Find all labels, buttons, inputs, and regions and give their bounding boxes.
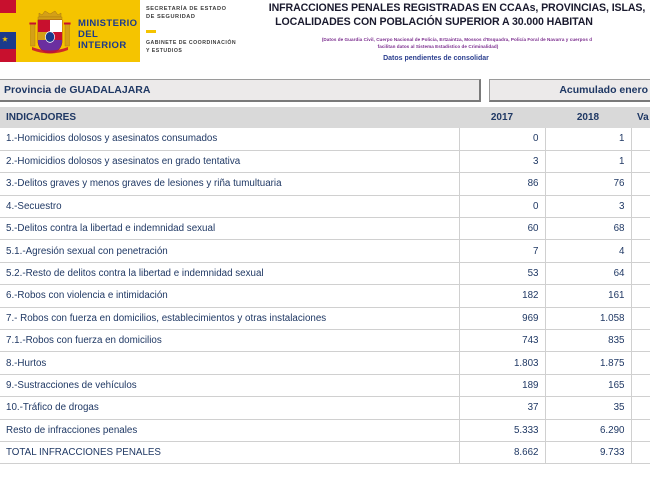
yellow-accent-rule xyxy=(146,30,156,33)
secretariat-line-1: SECRETARÍA DE ESTADO xyxy=(146,6,227,12)
pending-data-note: Datos pendientes de consolidar xyxy=(383,54,489,62)
secretariat-line-2: DE SEGURIDAD xyxy=(146,14,196,21)
report-title-block xyxy=(264,0,650,62)
province-bar xyxy=(0,79,650,102)
cell-2018: 64 xyxy=(545,262,631,284)
cell-variacion xyxy=(631,150,650,172)
cell-2017: 8.662 xyxy=(459,441,545,463)
cell-indicator: 5.-Delitos contra la libertad e indemnidad sexual xyxy=(0,218,459,240)
cell-2018: 1 xyxy=(545,128,631,150)
cell-indicator: 7.- Robos con fuerza en domicilios, establecimientos y otras instalaciones xyxy=(0,307,459,329)
cell-2018: 6.290 xyxy=(545,419,631,441)
cell-2017: 37 xyxy=(459,397,545,419)
table-body xyxy=(0,128,650,464)
cell-indicator: 1.-Homicidios dolosos y asesinatos consumados xyxy=(0,128,459,150)
cell-indicator: 9.-Sustracciones de vehículos xyxy=(0,374,459,396)
page-title xyxy=(264,2,650,30)
ministry-name xyxy=(78,18,140,52)
cell-variacion xyxy=(631,128,650,150)
table-row-total[interactable] xyxy=(0,441,650,463)
cell-variacion xyxy=(631,285,650,307)
table-row[interactable] xyxy=(0,352,650,374)
source-note-line-1: (Datos de Guardia Civil, Cuerpo Nacional de Policía, Ertzaintza, Mossos d'Esquadra, Policía Foral de Navarra y cuerpos d xyxy=(321,36,593,42)
cell-2017: 3 xyxy=(459,150,545,172)
cell-2018: 9.733 xyxy=(545,441,631,463)
cell-2017: 53 xyxy=(459,262,545,284)
indicators-table xyxy=(0,107,650,464)
cell-2018: 1.058 xyxy=(545,307,631,329)
table-row[interactable] xyxy=(0,128,650,150)
cell-variacion xyxy=(631,352,650,374)
title-line-2: LOCALIDADES CON POBLACIÓN SUPERIOR A 30.000 HABITAN xyxy=(275,15,593,28)
cell-indicator: 5.1.-Agresión sexual con penetración xyxy=(0,240,459,262)
table-row[interactable] xyxy=(0,240,650,262)
cell-variacion xyxy=(631,240,650,262)
cell-indicator: 7.1.-Robos con fuerza en domicilios xyxy=(0,330,459,352)
office-line-2: Y ESTUDIOS xyxy=(146,48,183,55)
source-note-line-2: facilitan datos al Sistema Estadístico de Criminalidad) xyxy=(377,43,499,49)
cell-2017: 5.333 xyxy=(459,419,545,441)
cell-2017: 86 xyxy=(459,173,545,195)
column-header-2018[interactable]: 2018 xyxy=(545,107,631,128)
cell-variacion xyxy=(631,262,650,284)
cell-variacion xyxy=(631,195,650,217)
cell-variacion xyxy=(631,419,650,441)
cell-indicator: 3.-Delitos graves y menos graves de lesiones y riña tumultuaria xyxy=(0,173,459,195)
province-selector[interactable] xyxy=(0,79,481,102)
cell-indicator: 5.2.-Resto de delitos contra la libertad e indemnidad sexual xyxy=(0,262,459,284)
table-header xyxy=(0,107,650,128)
spain-flag-stripes-icon xyxy=(0,0,16,62)
cell-variacion xyxy=(631,374,650,396)
cell-2018: 1 xyxy=(545,150,631,172)
accumulated-period-label: Acumulado enero xyxy=(559,84,648,96)
ministry-line-2: DEL INTERIOR xyxy=(78,29,127,52)
cell-2018: 161 xyxy=(545,285,631,307)
table-row[interactable] xyxy=(0,218,650,240)
table-row[interactable] xyxy=(0,330,650,352)
cell-2018: 1.875 xyxy=(545,352,631,374)
cell-2017: 0 xyxy=(459,195,545,217)
cell-variacion xyxy=(631,173,650,195)
cell-2018: 68 xyxy=(545,218,631,240)
cell-indicator: 6.-Robos con violencia e intimidación xyxy=(0,285,459,307)
cell-indicator: Resto de infracciones penales xyxy=(0,419,459,441)
column-header-indicadores[interactable]: INDICADORES xyxy=(0,107,459,128)
cell-variacion xyxy=(631,441,650,463)
table-header-row xyxy=(0,107,650,128)
cell-indicator: 8.-Hurtos xyxy=(0,352,459,374)
cell-indicator: 4.-Secuestro xyxy=(0,195,459,217)
cell-2017: 182 xyxy=(459,285,545,307)
table-row[interactable] xyxy=(0,397,650,419)
cell-variacion xyxy=(631,397,650,419)
column-header-2017[interactable]: 2017 xyxy=(459,107,545,128)
cell-variacion xyxy=(631,218,650,240)
office-line-1: GABINETE DE COORDINACIÓN xyxy=(146,40,237,47)
secretariat-block xyxy=(146,0,264,56)
cell-2017: 60 xyxy=(459,218,545,240)
column-header-variacion[interactable]: Va xyxy=(631,107,650,128)
cell-indicator: 10.-Tráfico de drogas xyxy=(0,397,459,419)
cell-2017: 0 xyxy=(459,128,545,150)
ministry-line-1: MINISTERIO xyxy=(78,18,138,29)
cell-2017: 743 xyxy=(459,330,545,352)
province-label: Provincia de GUADALAJARA xyxy=(4,84,151,96)
table-row[interactable] xyxy=(0,150,650,172)
cell-2018: 4 xyxy=(545,240,631,262)
cell-2018: 3 xyxy=(545,195,631,217)
cell-2018: 35 xyxy=(545,397,631,419)
table-row[interactable] xyxy=(0,262,650,284)
period-selector[interactable] xyxy=(489,79,650,102)
table-row[interactable] xyxy=(0,173,650,195)
cell-2018: 835 xyxy=(545,330,631,352)
cell-2017: 969 xyxy=(459,307,545,329)
table-row[interactable] xyxy=(0,419,650,441)
cell-indicator: TOTAL INFRACCIONES PENALES xyxy=(0,441,459,463)
cell-2018: 165 xyxy=(545,374,631,396)
table-row[interactable] xyxy=(0,374,650,396)
cell-2018: 76 xyxy=(545,173,631,195)
title-line-1: INFRACCIONES PENALES REGISTRADAS EN CCAAs, PROVINCIAS, ISLAS, xyxy=(268,2,646,14)
cell-2017: 7 xyxy=(459,240,545,262)
source-note xyxy=(264,36,650,50)
page-header xyxy=(0,0,650,66)
cell-indicator: 2.-Homicidios dolosos y asesinatos en grado tentativa xyxy=(0,150,459,172)
spain-coat-of-arms-icon xyxy=(26,6,74,56)
bar-gap xyxy=(481,79,489,102)
indicators-table-wrap xyxy=(0,107,650,464)
table-row[interactable] xyxy=(0,195,650,217)
cell-2017: 189 xyxy=(459,374,545,396)
cell-variacion xyxy=(631,330,650,352)
cell-2017: 1.803 xyxy=(459,352,545,374)
table-row[interactable] xyxy=(0,285,650,307)
ministry-logo xyxy=(0,0,140,62)
table-row[interactable] xyxy=(0,307,650,329)
cell-variacion xyxy=(631,307,650,329)
